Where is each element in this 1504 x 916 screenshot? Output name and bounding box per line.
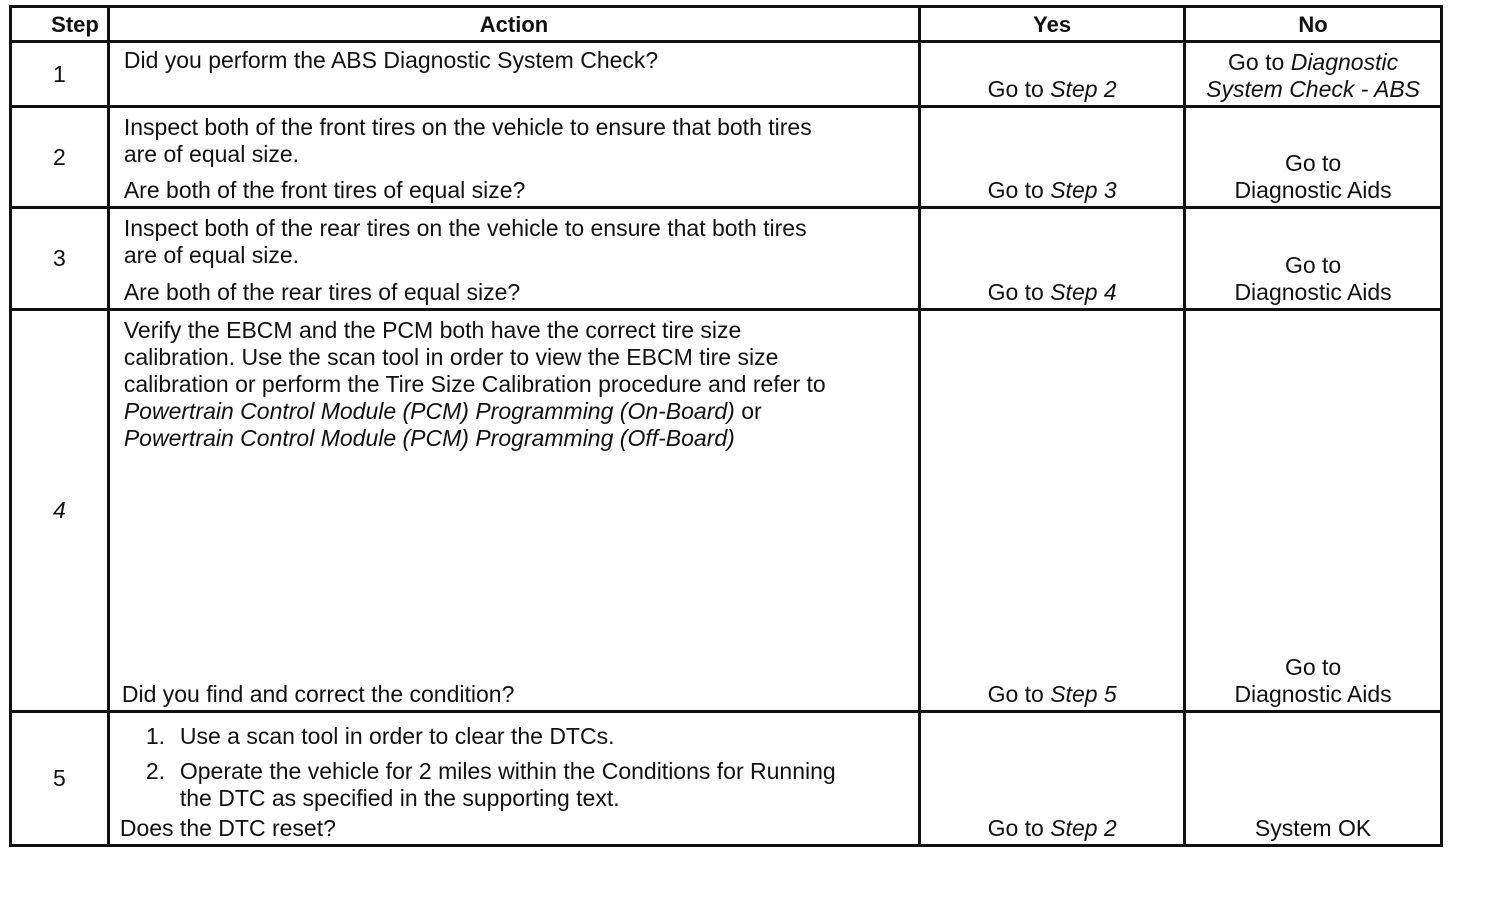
action-line: Verify the EBCM and the PCM both have the correct tire size	[123, 317, 742, 343]
yes-step-ref[interactable]: Step 2	[1050, 815, 1117, 841]
action-text: Did you perform the ABS Diagnostic System Check?	[123, 47, 659, 73]
yes-cell	[920, 107, 1185, 208]
no-cell	[1185, 208, 1442, 310]
yes-prefix: Go to	[987, 177, 1051, 203]
yes-prefix: Go to	[987, 76, 1051, 102]
action-line: calibration or perform the Tire Size Calibration procedure and refer to	[123, 371, 826, 397]
no-link[interactable]	[1186, 49, 1440, 103]
header-no: No	[1185, 7, 1442, 42]
step-number: 3	[11, 208, 109, 310]
action-line: Inspect both of the rear tires on the vehicle to ensure that both tires	[123, 215, 807, 241]
step-number: 5	[11, 712, 109, 846]
action-cell	[108, 712, 919, 846]
no-line1: Go to	[1284, 150, 1342, 176]
yes-prefix: Go to	[987, 681, 1051, 707]
no-result: System OK	[1254, 815, 1372, 841]
no-line2[interactable]: Diagnostic Aids	[1234, 279, 1392, 305]
yes-link[interactable]	[921, 279, 1183, 306]
header-row	[11, 7, 1442, 42]
action-cell	[108, 107, 919, 208]
step-number: 1	[11, 42, 109, 107]
action-line: calibration. Use the scan tool in order to view the EBCM tire size	[123, 344, 779, 370]
yes-step-ref[interactable]: Step 2	[1050, 76, 1117, 102]
yes-link[interactable]	[921, 177, 1183, 204]
diagnostic-table	[9, 5, 1443, 847]
substep-number: 1.	[145, 723, 166, 749]
table-row	[11, 208, 1442, 310]
yes-cell	[920, 208, 1185, 310]
no-cell	[1185, 42, 1442, 107]
no-link[interactable]	[1186, 252, 1440, 306]
yes-step-ref[interactable]: Step 5	[1050, 681, 1117, 707]
substep-text: Operate the vehicle for 2 miles within the Conditions for Running	[179, 758, 836, 784]
action-cell	[108, 310, 919, 712]
no-line1: Go to	[1284, 654, 1342, 680]
no-ref-line1[interactable]: Diagnostic	[1290, 49, 1399, 75]
action-cell	[108, 42, 919, 107]
action-question: Are both of the front tires of equal size?	[123, 177, 526, 203]
no-line2[interactable]: Diagnostic Aids	[1234, 681, 1392, 707]
no-link[interactable]	[1186, 654, 1440, 708]
table-row	[11, 107, 1442, 208]
substep-list	[110, 723, 910, 812]
yes-prefix: Go to	[987, 815, 1051, 841]
step-number: 4	[11, 310, 109, 712]
yes-link[interactable]	[921, 76, 1183, 103]
header-action: Action	[108, 7, 919, 42]
yes-link[interactable]	[921, 681, 1183, 708]
header-step: Step	[11, 7, 109, 42]
yes-step-ref[interactable]: Step 3	[1050, 177, 1117, 203]
action-question: Are both of the rear tires of equal size?	[123, 279, 521, 305]
action-line: Inspect both of the front tires on the vehicle to ensure that both tires	[123, 114, 812, 140]
yes-step-ref[interactable]: Step 4	[1050, 279, 1117, 305]
action-cell	[108, 208, 919, 310]
no-cell	[1185, 310, 1442, 712]
substep-text: the DTC as specified in the supporting text.	[179, 785, 620, 811]
table-row	[11, 712, 1442, 846]
no-prefix: Go to	[1228, 49, 1291, 75]
list-item	[146, 758, 910, 812]
table-row	[11, 42, 1442, 107]
list-item	[146, 723, 910, 750]
reference-link-onboard[interactable]: Powertrain Control Module (PCM) Programming (On-Board)	[123, 398, 735, 424]
yes-cell	[920, 712, 1185, 846]
no-link[interactable]	[1186, 150, 1440, 204]
substep-number: 2.	[145, 758, 166, 784]
yes-prefix: Go to	[987, 279, 1051, 305]
yes-cell	[920, 310, 1185, 712]
yes-cell	[920, 42, 1185, 107]
table-row	[11, 310, 1442, 712]
no-line1: Go to	[1284, 252, 1342, 278]
yes-link[interactable]	[921, 815, 1183, 842]
action-line: are of equal size.	[123, 242, 300, 268]
action-line: are of equal size.	[123, 141, 300, 167]
step-number: 2	[11, 107, 109, 208]
no-ref-line2[interactable]: System Check - ABS	[1206, 76, 1420, 102]
header-yes: Yes	[920, 7, 1185, 42]
action-question: Did you find and correct the condition?	[121, 681, 515, 707]
no-cell	[1185, 712, 1442, 846]
no-line2[interactable]: Diagnostic Aids	[1234, 177, 1392, 203]
reference-link-offboard[interactable]: Powertrain Control Module (PCM) Programming (Off-Board)	[123, 425, 735, 451]
substep-text: Use a scan tool in order to clear the DTCs.	[179, 723, 615, 749]
ref-join: or	[734, 398, 762, 424]
no-cell	[1185, 107, 1442, 208]
action-question: Does the DTC reset?	[119, 815, 336, 841]
